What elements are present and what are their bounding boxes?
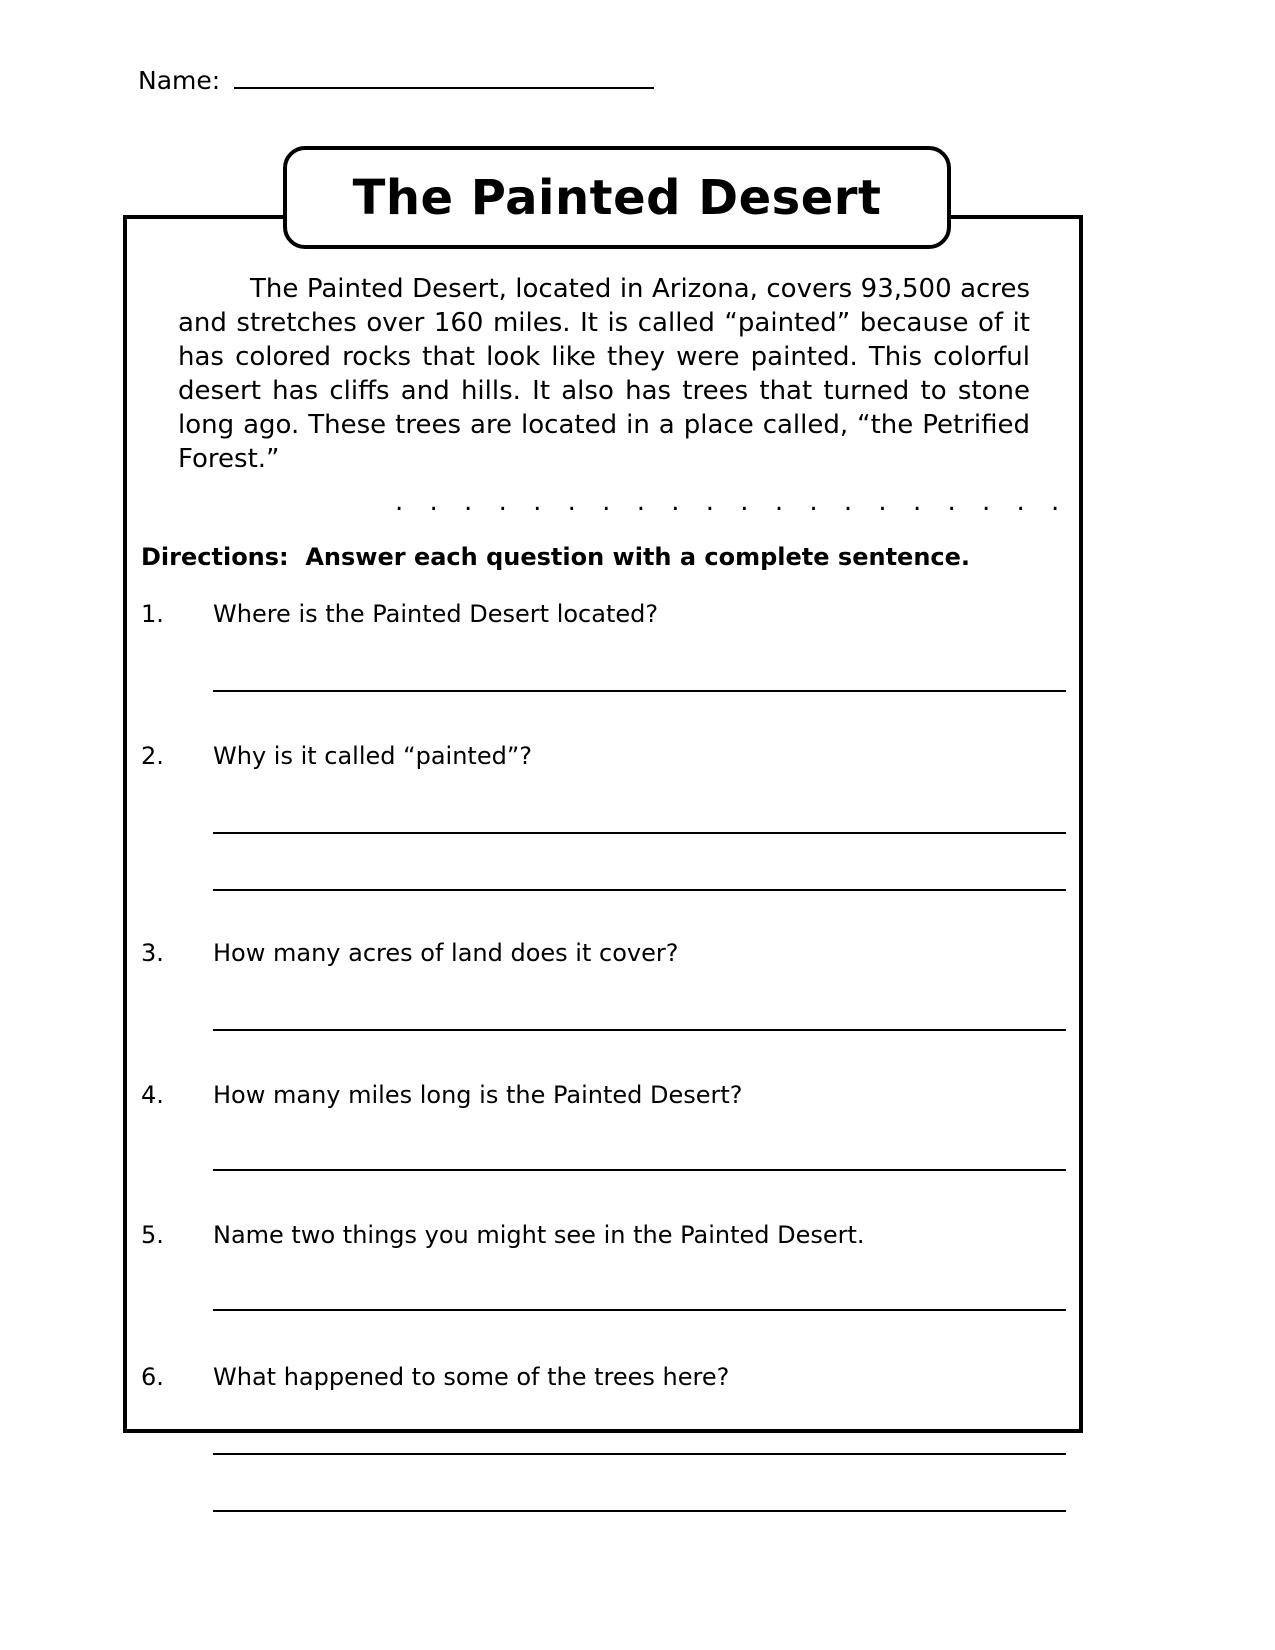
question-text: How many acres of land does it cover? xyxy=(213,939,679,967)
question-number: 6. xyxy=(141,1363,164,1391)
answer-lines xyxy=(213,1029,1066,1031)
question-item xyxy=(141,1081,1066,1171)
question-text: Name two things you might see in the Painted Desert. xyxy=(213,1221,865,1249)
question-item xyxy=(141,1221,1066,1311)
question-number: 3. xyxy=(141,939,164,967)
question-row xyxy=(141,1363,1066,1391)
questions-list xyxy=(141,600,1066,1512)
question-text: What happened to some of the trees here? xyxy=(213,1363,730,1391)
page-title: The Painted Desert xyxy=(352,169,882,226)
answer-line[interactable] xyxy=(213,690,1066,692)
answer-line[interactable] xyxy=(213,1029,1066,1031)
question-row xyxy=(141,1081,1066,1109)
answer-lines xyxy=(213,832,1066,891)
question-row xyxy=(141,1221,1066,1249)
name-label: Name: xyxy=(138,66,221,95)
question-item xyxy=(141,600,1066,692)
reading-passage xyxy=(178,272,1030,476)
question-number: 4. xyxy=(141,1081,164,1109)
question-text: Where is the Painted Desert located? xyxy=(213,600,659,628)
question-text: Why is it called “painted”? xyxy=(213,742,532,770)
question-row xyxy=(141,939,1066,967)
title-banner xyxy=(283,146,951,249)
question-number: 2. xyxy=(141,742,164,770)
answer-line[interactable] xyxy=(213,832,1066,834)
answer-lines xyxy=(213,1169,1066,1171)
answer-lines xyxy=(213,690,1066,692)
answer-line[interactable] xyxy=(213,1169,1066,1171)
question-number: 5. xyxy=(141,1221,164,1249)
question-item xyxy=(141,742,1066,891)
directions-text: Directions: Answer each question with a complete sentence. xyxy=(141,543,971,571)
question-number: 1. xyxy=(141,600,164,628)
name-input-blank[interactable] xyxy=(234,65,654,89)
question-row xyxy=(141,742,1066,770)
answer-line[interactable] xyxy=(213,889,1066,891)
answer-line[interactable] xyxy=(213,1309,1066,1311)
answer-lines xyxy=(213,1453,1066,1512)
question-row xyxy=(141,600,1066,628)
answer-line[interactable] xyxy=(213,1510,1066,1512)
question-item xyxy=(141,1363,1066,1512)
question-text: How many miles long is the Painted Desert? xyxy=(213,1081,743,1109)
answer-line[interactable] xyxy=(213,1453,1066,1455)
name-field-row xyxy=(138,65,654,95)
dotted-divider: . . . . . . . . . . . . . . . . . . . . xyxy=(395,487,1069,517)
question-item xyxy=(141,939,1066,1031)
passage-text: The Painted Desert, located in Arizona, covers 93,500 acres and stretches over 160 miles. It is called “painted” because of it has colored rocks that look like they were painted. This colorful desert has cliffs and hills. It also has trees that turned to stone long ago. These trees are located in a place called, “the Petrified Forest.” xyxy=(178,274,1030,475)
answer-lines xyxy=(213,1309,1066,1311)
